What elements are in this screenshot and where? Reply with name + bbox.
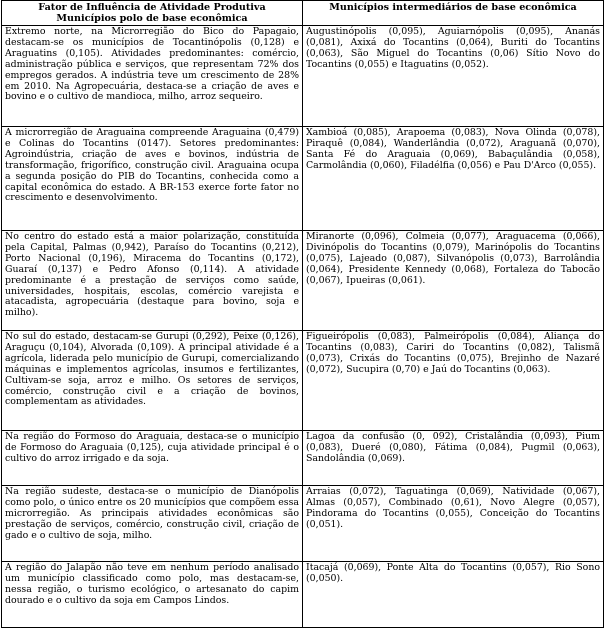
table-row	[2, 127, 604, 231]
intermediarios-cell: Arraias (0,072), Taguatinga (0,069), Natividade (0,067), Almas (0,057), Combinado (0,61), Novo Alegre (0,057), Pindorama do Tocantins (0,055), Conceição do Tocantins (0,051).	[303, 486, 604, 562]
polo-cell: No sul do estado, destacam-se Gurupi (0,292), Peixe (0,126), Araguçu (0,104), Alvorada (0,109). A principal atividade é a agrícola, liderada pelo município de Gurupi, comercializando máquinas e implementos agrícolas, insumos e fertilizantes, Cultivam-se soja, arroz e milho. Os setores de serviços, comércio, construção civil e a criação de bovinos, complementam as atividades.	[2, 331, 303, 431]
table-row	[2, 26, 604, 127]
header-intermediarios	[303, 1, 604, 26]
table-row	[2, 331, 604, 431]
polo-cell: Na região do Formoso do Araguaia, destaca-se o município de Formoso do Araguaia (0,125), cuja atividade principal é o cultivo do arroz irrigado e da soja.	[2, 431, 303, 486]
table-row	[2, 431, 604, 486]
header-polo-line1: Fator de Influência de Atividade Produtiva	[38, 2, 266, 13]
header-polo	[2, 1, 303, 26]
economic-influence-table	[1, 0, 604, 628]
table-row	[2, 231, 604, 331]
intermediarios-cell: Augustinópolis (0,095), Aguiarnópolis (0,095), Ananás (0,081), Axixá do Tocantins (0,064), Buriti do Tocantins (0,063), São Miguel do Tocantins (0,06) Sítio Novo do Tocantins (0,055) e Itaguatins (0,052).	[303, 26, 604, 127]
intermediarios-cell: Figueirópolis (0,083), Palmeirópolis (0,084), Aliança do Tocantins (0,083), Cariri do Tocantins (0,082), Talismã (0,073), Crixás do Tocantins (0,075), Brejinho de Nazaré (0,072), Sucupira (0,70) e Jaú do Tocantins (0,063).	[303, 331, 604, 431]
polo-cell: A microrregião de Araguaina compreende Araguaina (0,479) e Colinas do Tocantins (0147). Setores predominantes: Agroindústria, criação de aves e bovinos, indústria de transformação, frigorífico, construção civil. Araguaina ocupa a segunda posição do PIB do Tocantins, conhecida como a capital econômica do estado. A BR-153 exerce forte fator no crescimento e desenvolvimento.	[2, 127, 303, 231]
header-intermediarios-text: Municípios intermediários de base econômica	[329, 2, 577, 13]
intermediarios-cell: Itacajá (0,069), Ponte Alta do Tocantins (0,057), Rio Sono (0,050).	[303, 562, 604, 628]
polo-cell: A região do Jalapão não teve em nenhum período analisado um município classificado como polo, mas destacam-se, nessa região, o turismo ecológico, o artesanato do capim dourado e o cultivo da soja em Campos Lindos.	[2, 562, 303, 628]
table-row	[2, 562, 604, 628]
intermediarios-cell: Miranorte (0,096), Colmeia (0,077), Araguacema (0,066), Divinópolis do Tocantins (0,079), Marinópolis do Tocantins (0,075), Lajeado (0,087), Silvanópolis (0,073), Barrolândia (0,064), Presidente Kennedy (0,068), Fortaleza do Tabocão (0,067), Ipueiras (0,061).	[303, 231, 604, 331]
polo-cell: Na região sudeste, destaca-se o município de Dianópolis como polo, o único entre os 20 municípios que compõem essa microrregião. As principais atividades econômicas são prestação de serviços, comércio, construção civil, criação de gado e o cultivo de soja, milho.	[2, 486, 303, 562]
header-row	[2, 1, 604, 26]
polo-cell: No centro do estado está a maior polarização, constituída pela Capital, Palmas (0,942), Paraíso do Tocantins (0,212), Porto Nacional (0,196), Miracema do Tocantins (0,172), Guaraí (0,137) e Pedro Afonso (0,114). A atividade predominante é a prestação de serviços como saúde, universidades, hospitais, escolas, comércio varejista e atacadista, agropecuária (destaque para bovino, soja e milho).	[2, 231, 303, 331]
header-polo-line2: Municípios polo de base econômica	[56, 13, 248, 24]
intermediarios-cell: Lagoa da confusão (0, 092), Cristalândia (0,093), Pium (0,083), Dueré (0,080), Fátima (0,084), Pugmil (0,063), Sandolândia (0,069).	[303, 431, 604, 486]
intermediarios-cell: Xambioá (0,085), Arapoema (0,083), Nova Olinda (0,078), Piraquê (0,084), Wanderlândia (0,072), Araguanã (0,070), Santa Fé do Araguaia (0,069), Babaçulândia (0,058), Carmolândia (0,060), Filadélfia (0,056) e Pau D'Arco (0,055).	[303, 127, 604, 231]
table-row	[2, 486, 604, 562]
polo-cell: Extremo norte, na Microrregião do Bico do Papagaio, destacam-se os municípios de Tocantinópolis (0,128) e Araguatins (0,105). Atividades predominantes: comércio, administração pública e serviços, que representam 72% dos empregos gerados. A indústria teve um crescimento de 28% em 2010. Na Agropecuária, destaca-se a criação de aves e bovino e o cultivo de mandioca, milho, arroz sequeiro.	[2, 26, 303, 127]
